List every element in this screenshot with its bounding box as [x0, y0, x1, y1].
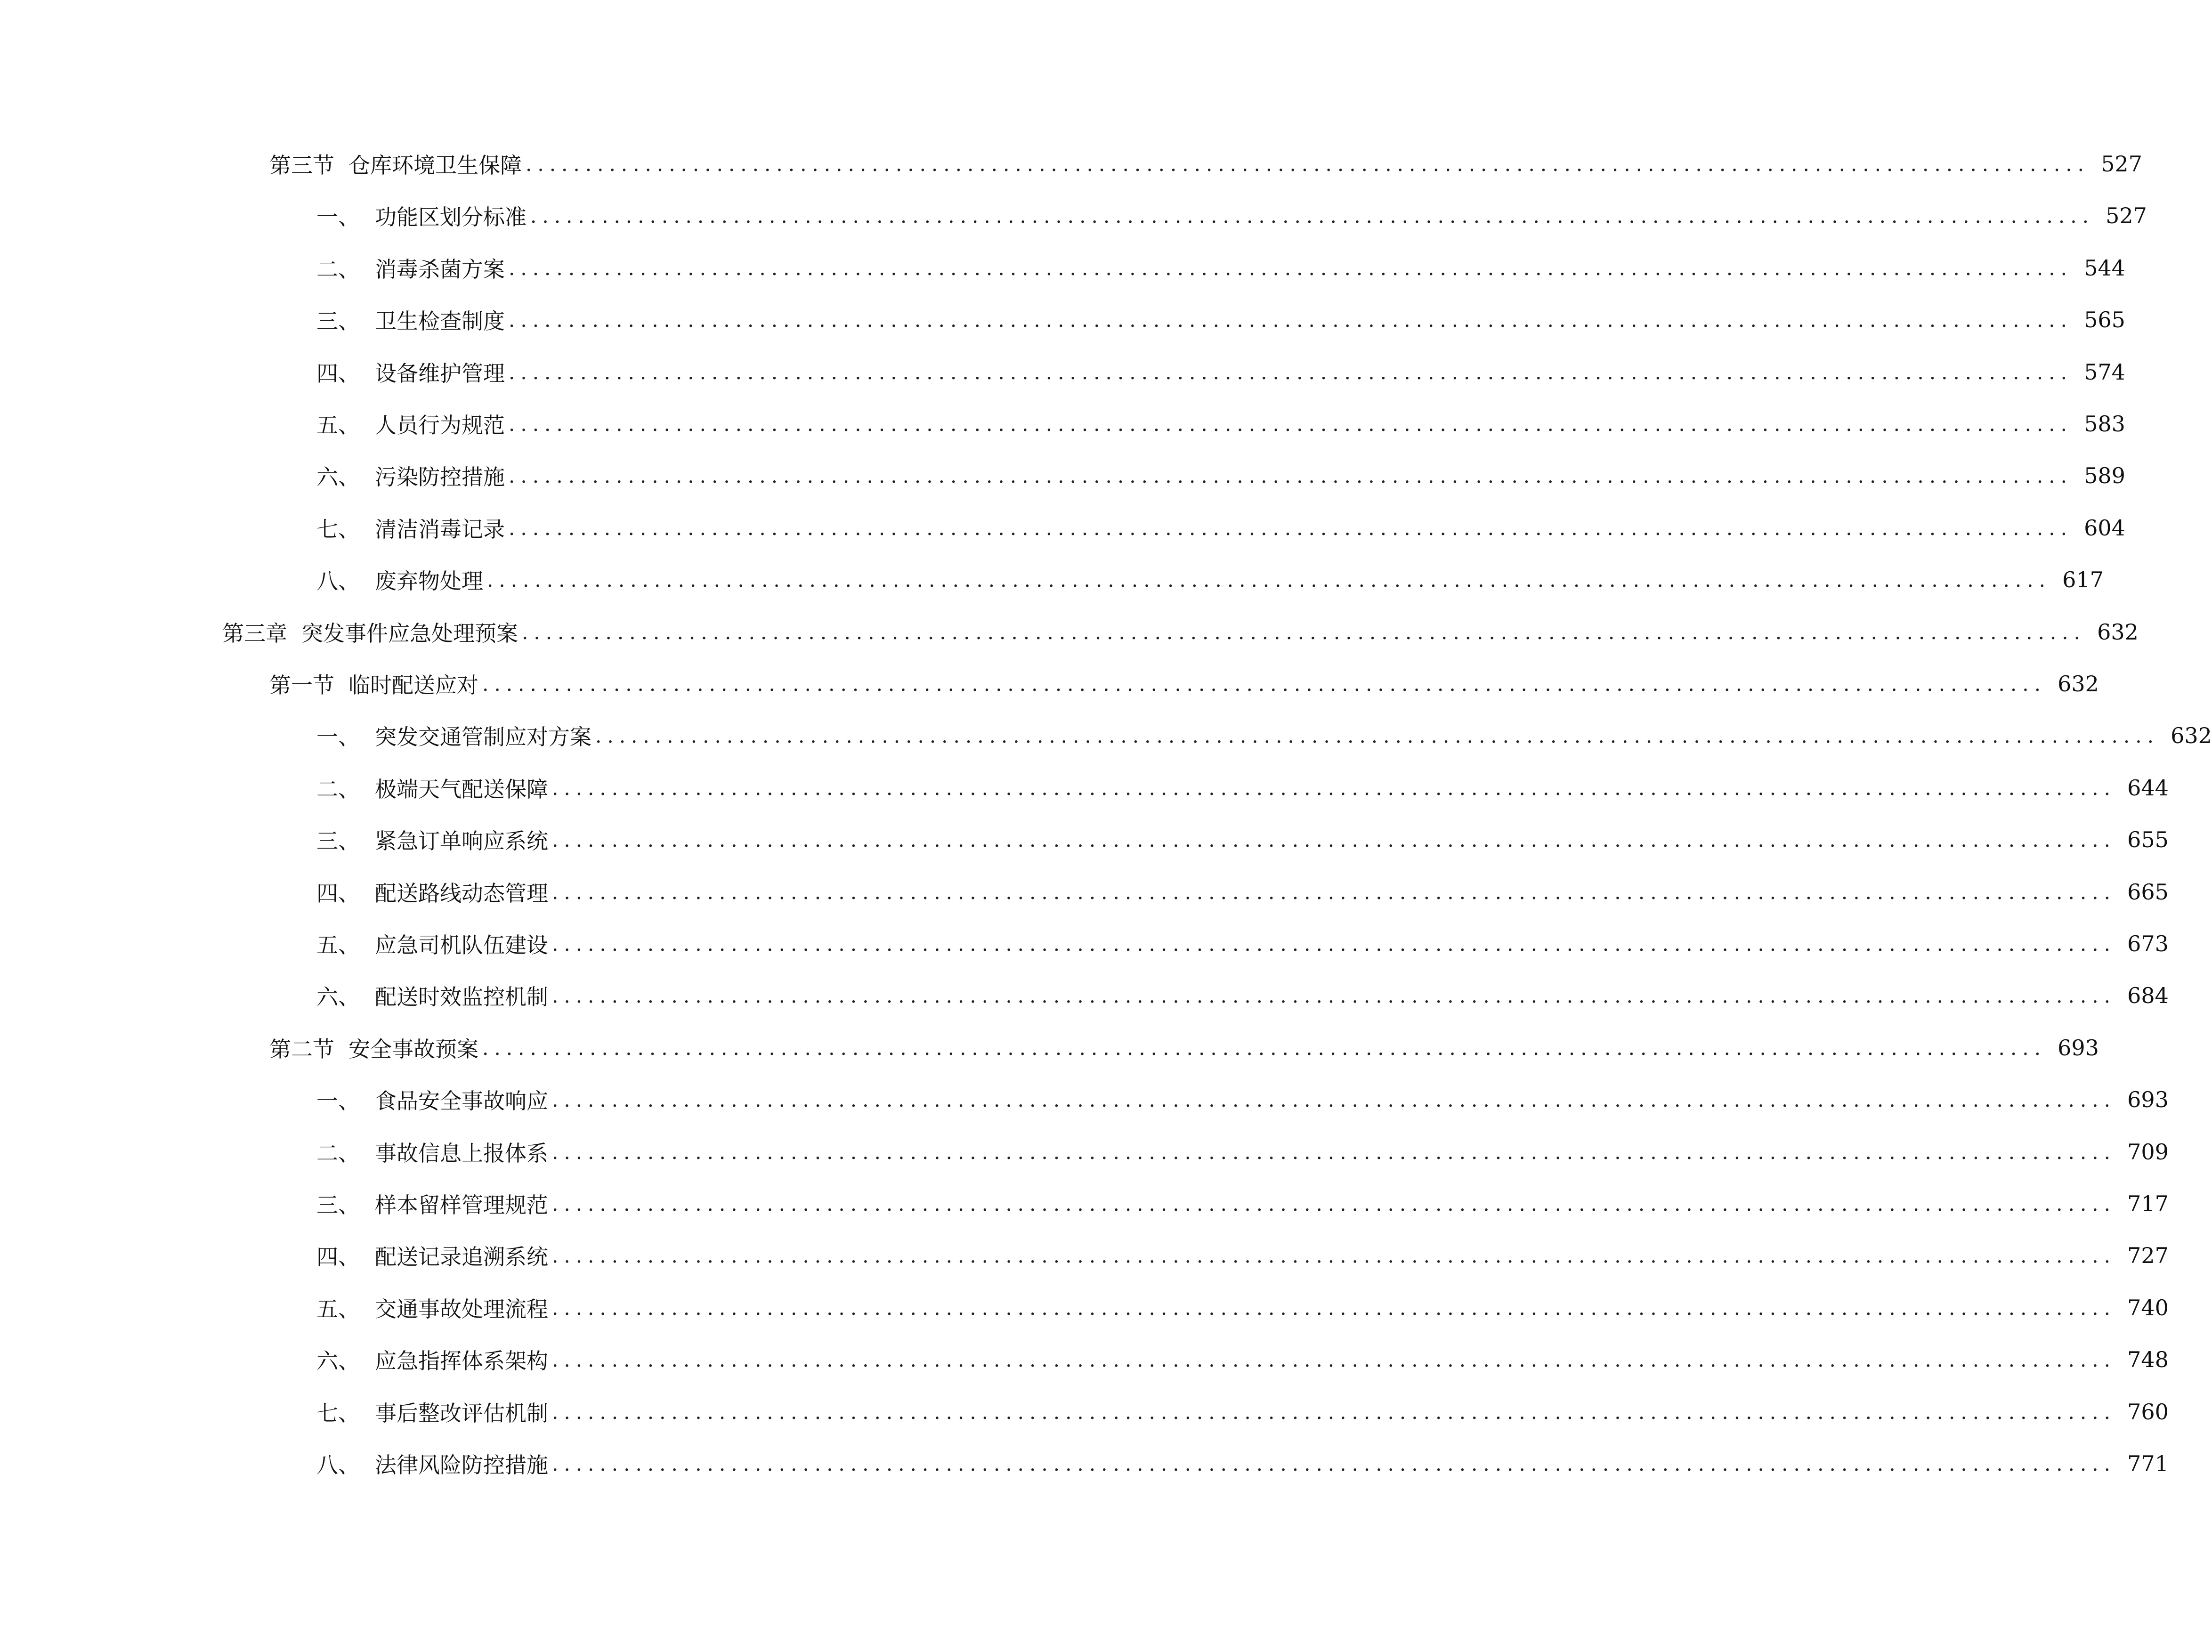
toc-entry-page-number: 740: [2127, 1295, 2169, 1320]
toc-entry-title: 极端天气配送保障: [375, 777, 548, 802]
toc-entry-number: 五、: [316, 932, 360, 958]
toc-entry-page-number: 673: [2127, 931, 2169, 956]
toc-leader-dots: ...................................................................................................................................: [552, 1088, 2116, 1111]
toc-entry[interactable]: [222, 613, 2139, 651]
toc-entry-number: 第二节: [269, 1037, 334, 1062]
toc-entry[interactable]: [316, 405, 2125, 443]
toc-entry-number: 四、: [316, 881, 360, 906]
toc-entry-title: 废弃物处理: [375, 568, 483, 594]
toc-entry-page-number: 632: [2097, 619, 2139, 645]
toc-entry-page-number: 693: [2127, 1087, 2169, 1112]
toc-entry[interactable]: [269, 665, 2099, 703]
toc-entry-number: 三、: [316, 308, 360, 334]
toc-entry[interactable]: [316, 561, 2104, 599]
toc-entry-number: 一、: [316, 1088, 360, 1114]
toc-entry-number: 七、: [316, 517, 360, 542]
toc-entry-page-number: 527: [2101, 151, 2142, 177]
toc-entry[interactable]: [316, 1185, 2169, 1223]
toc-entry-title: 仓库环境卫生保障: [348, 153, 522, 178]
toc-leader-dots: ...................................................................................................................................: [522, 620, 2086, 644]
toc-entry-number: 六、: [316, 1348, 360, 1374]
toc-entry-page-number: 632: [2171, 723, 2212, 748]
toc-entry-page-number: 771: [2127, 1451, 2169, 1476]
toc-entry-title: 突发交通管制应对方案: [375, 724, 591, 750]
toc-entry[interactable]: [316, 1289, 2169, 1327]
toc-entry-page-number: 632: [2058, 671, 2099, 696]
toc-leader-dots: ...................................................................................................................................: [530, 204, 2094, 227]
toc-leader-dots: ...................................................................................................................................: [552, 1244, 2116, 1267]
toc-entry-page-number: 727: [2127, 1243, 2169, 1268]
toc-leader-dots: ...................................................................................................................................: [482, 672, 2046, 696]
toc-entry-page-number: 644: [2127, 775, 2169, 801]
toc-leader-dots: ...................................................................................................................................: [509, 464, 2073, 487]
toc-leader-dots: ...................................................................................................................................: [509, 256, 2073, 280]
toc-entry[interactable]: [316, 1393, 2169, 1431]
toc-entry-title: 消毒杀菌方案: [375, 257, 505, 282]
toc-leader-dots: ...................................................................................................................................: [552, 932, 2116, 956]
toc-leader-dots: ...................................................................................................................................: [509, 360, 2073, 384]
toc-entry-number: 二、: [316, 257, 360, 282]
toc-entry-title: 功能区划分标准: [375, 204, 527, 230]
toc-entry-number: 一、: [316, 724, 360, 750]
toc-entry[interactable]: [316, 1133, 2169, 1171]
toc-entry-title: 事故信息上报体系: [375, 1141, 548, 1166]
toc-leader-dots: ...................................................................................................................................: [509, 308, 2073, 332]
toc-entry[interactable]: [316, 821, 2169, 858]
toc-entry-title: 安全事故预案: [348, 1037, 478, 1062]
toc-entry-page-number: 717: [2127, 1191, 2169, 1216]
toc-entry-title: 紧急订单响应系统: [375, 828, 548, 854]
toc-entry-page-number: 589: [2084, 463, 2125, 488]
toc-entry-title: 配送时效监控机制: [375, 984, 548, 1010]
toc-entry-page-number: 604: [2084, 515, 2125, 541]
toc-entry-title: 交通事故处理流程: [375, 1296, 548, 1322]
toc-entry-page-number: 684: [2127, 983, 2169, 1008]
toc-entry[interactable]: [316, 301, 2125, 339]
toc-entry-number: 六、: [316, 464, 360, 490]
toc-leader-dots: ...................................................................................................................................: [487, 568, 2051, 591]
toc-entry[interactable]: [316, 1081, 2169, 1118]
toc-entry[interactable]: [316, 1445, 2169, 1482]
toc-entry-number: 五、: [316, 1296, 360, 1322]
toc-entry[interactable]: [316, 925, 2169, 963]
toc-entry-number: 二、: [316, 1141, 360, 1166]
toc-leader-dots: ...................................................................................................................................: [509, 516, 2073, 540]
toc-entry-number: 第三节: [269, 153, 334, 178]
toc-entry[interactable]: [316, 197, 2147, 235]
toc-leader-dots: ...................................................................................................................................: [552, 1452, 2116, 1475]
toc-leader-dots: ...................................................................................................................................: [552, 776, 2116, 800]
toc-entry[interactable]: [316, 249, 2125, 287]
toc-entry[interactable]: [316, 873, 2169, 911]
toc-entry-page-number: 565: [2084, 307, 2125, 332]
toc-entry-title: 法律风险防控措施: [375, 1452, 548, 1478]
toc-entry-title: 设备维护管理: [375, 361, 505, 386]
toc-entry-number: 五、: [316, 413, 360, 438]
toc-entry-title: 人员行为规范: [375, 413, 505, 438]
toc-leader-dots: ...................................................................................................................................: [552, 984, 2116, 1007]
toc-entry-title: 食品安全事故响应: [375, 1088, 548, 1114]
toc-entry-page-number: 527: [2106, 203, 2147, 228]
toc-entry[interactable]: [316, 769, 2169, 807]
toc-leader-dots: ...................................................................................................................................: [552, 1348, 2116, 1371]
toc-entry[interactable]: [316, 1237, 2169, 1274]
toc-leader-dots: ...................................................................................................................................: [552, 1140, 2116, 1164]
toc-leader-dots: ...................................................................................................................................: [552, 1192, 2116, 1215]
toc-entry-number: 八、: [316, 568, 360, 594]
toc-entry-number: 八、: [316, 1452, 360, 1478]
toc-leader-dots: ...................................................................................................................................: [552, 1296, 2116, 1320]
toc-entry-page-number: 617: [2062, 567, 2104, 592]
toc-entry[interactable]: [316, 1341, 2169, 1378]
toc-entry-number: 七、: [316, 1401, 360, 1426]
toc-entry-number: 四、: [316, 361, 360, 386]
toc-entry-number: 第一节: [269, 672, 334, 698]
toc-leader-dots: ...................................................................................................................................: [526, 152, 2090, 176]
toc-leader-dots: ...................................................................................................................................: [482, 1036, 2046, 1060]
toc-entry-page-number: 760: [2127, 1399, 2169, 1425]
toc-entry-page-number: 665: [2127, 879, 2169, 905]
toc-entry-title: 临时配送应对: [348, 672, 478, 698]
toc-entry-title: 样本留样管理规范: [375, 1192, 548, 1218]
toc-entry-number: 一、: [316, 204, 360, 230]
toc-entry-number: 二、: [316, 777, 360, 802]
toc-entry-page-number: 748: [2127, 1347, 2169, 1372]
toc-entry-number: 三、: [316, 1192, 360, 1218]
toc-leader-dots: ...................................................................................................................................: [509, 412, 2073, 436]
toc-leader-dots: ...................................................................................................................................: [552, 1400, 2116, 1424]
toc-entry[interactable]: [316, 509, 2125, 547]
toc-leader-dots: ...................................................................................................................................: [552, 828, 2116, 851]
toc-entry[interactable]: [316, 977, 2169, 1014]
toc-entry[interactable]: [269, 1029, 2099, 1067]
toc-entry-title: 配送路线动态管理: [375, 881, 548, 906]
toc-entry-page-number: 544: [2084, 255, 2125, 281]
toc-entry-page-number: 574: [2084, 359, 2125, 385]
toc-entry[interactable]: [316, 457, 2125, 494]
toc-entry-title: 卫生检查制度: [375, 308, 505, 334]
toc-entry-title: 突发事件应急处理预案: [301, 621, 518, 646]
toc-entry-title: 配送记录追溯系统: [375, 1244, 548, 1270]
toc-entry-page-number: 583: [2084, 411, 2125, 437]
toc-leader-dots: ...................................................................................................................................: [552, 880, 2116, 904]
toc-entry-number: 第三章: [222, 621, 287, 646]
toc-entry-page-number: 655: [2127, 827, 2169, 852]
toc-entry-title: 清洁消毒记录: [375, 517, 505, 542]
toc-entry-title: 事后整改评估机制: [375, 1401, 548, 1426]
toc-entry[interactable]: [316, 353, 2125, 391]
toc-entry-title: 应急司机队伍建设: [375, 932, 548, 958]
toc-entry-number: 六、: [316, 984, 360, 1010]
toc-entry-number: 三、: [316, 828, 360, 854]
toc-entry-page-number: 693: [2058, 1035, 2099, 1061]
toc-entry-number: 四、: [316, 1244, 360, 1270]
toc-entry-title: 应急指挥体系架构: [375, 1348, 548, 1374]
toc-entry[interactable]: [269, 145, 2142, 183]
toc-entry-title: 污染防控措施: [375, 464, 505, 490]
toc-leader-dots: ...................................................................................................................................: [595, 724, 2159, 747]
toc-entry[interactable]: [316, 717, 2212, 754]
toc-entry-page-number: 709: [2127, 1139, 2169, 1165]
